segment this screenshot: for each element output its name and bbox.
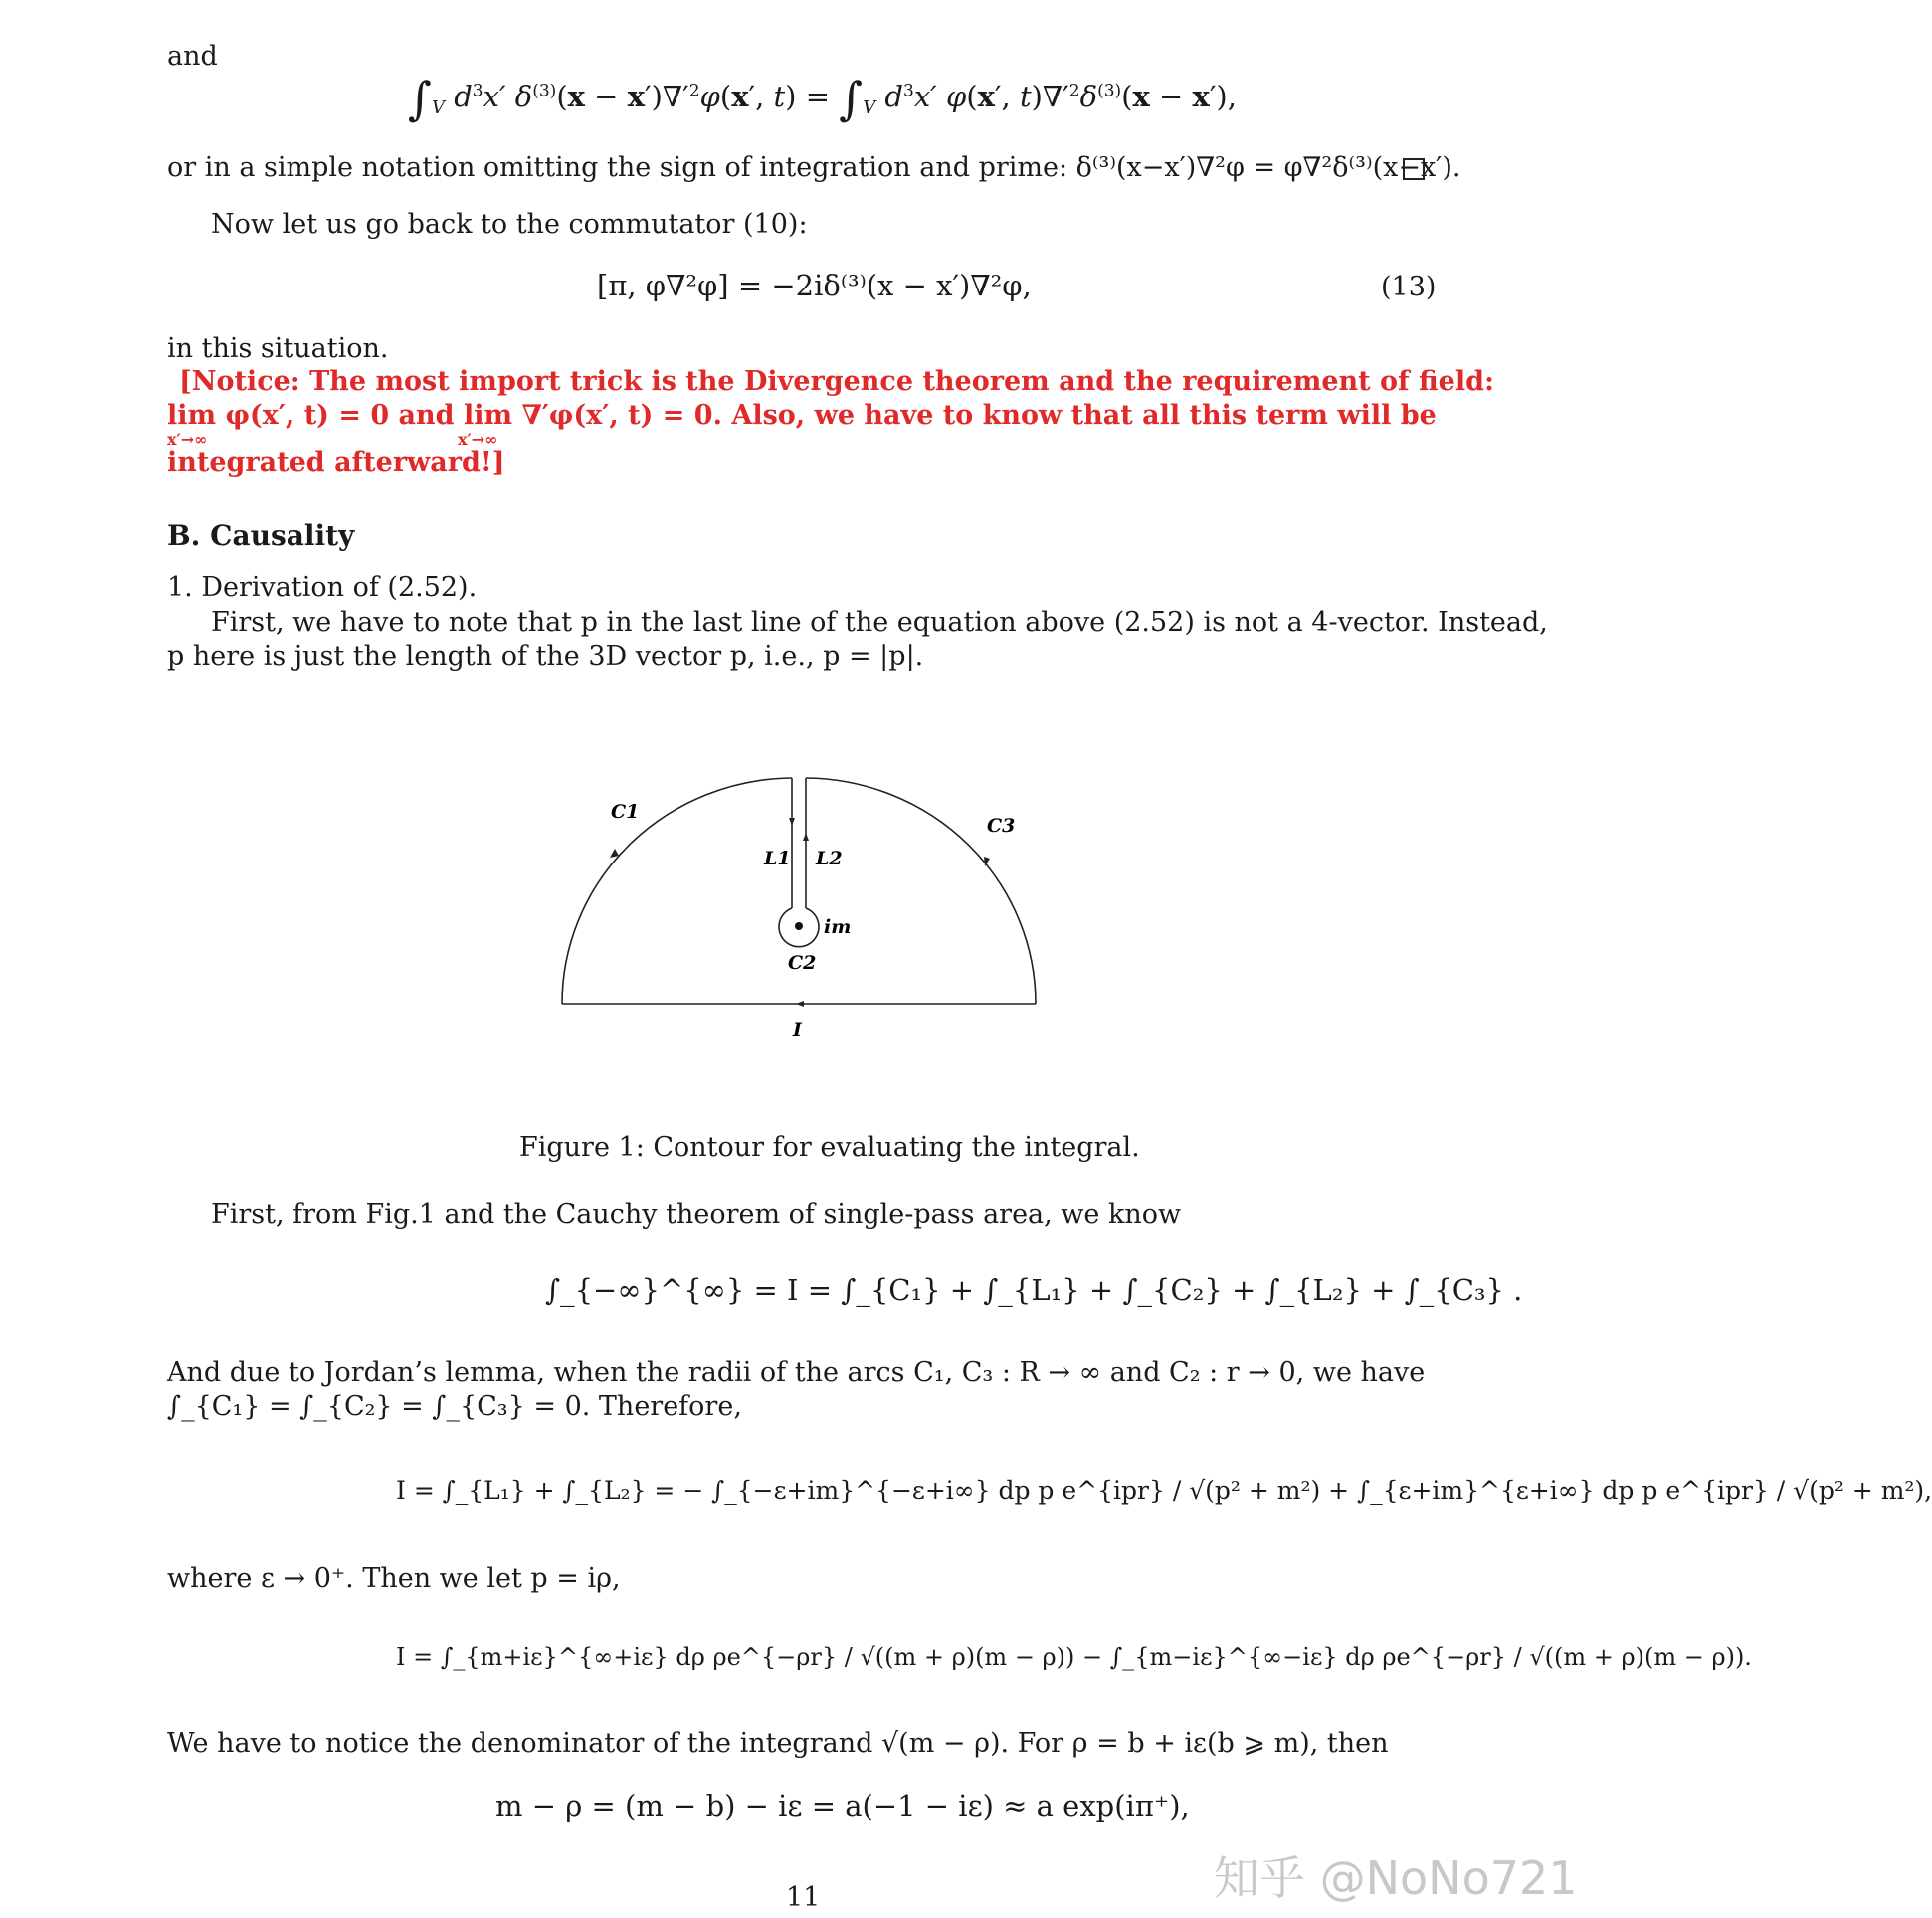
cauchy-line: First, from Fig.1 and the Cauchy theorem of single-pass area, we know [211,1199,1182,1230]
section-heading: B. Causality [167,519,355,552]
arrow-l2-icon [803,833,809,841]
in-this-situation: in this situation. [167,333,389,364]
equation-13-number: (13) [1381,272,1437,302]
jordan-line-2: ∫_{C₁} = ∫_{C₂} = ∫_{C₃} = 0. Therefore, [167,1391,742,1422]
pole-dot-icon [795,922,803,930]
notice-line-1: [Notice: The most import trick is the Divergence theorem and the requirement of field: [179,366,1494,397]
notice-line-3: integrated afterward!] [167,447,505,478]
notice-limit-sub-1: x′→∞ [167,430,208,449]
label-c3: C3 [987,815,1016,837]
notice-line-2: lim φ(x′, t) = 0 and lim ∇′φ(x′, t) = 0. Also, we have to know that all this term will be [167,400,1437,431]
equation-contour-sum: ∫_{−∞}^{∞} = I = ∫_{C₁} + ∫_{L₁} + ∫_{C₂} + ∫_{L₂} + ∫_{C₃} . [545,1273,1523,1307]
commutator-intro: Now let us go back to the commutator (10): [211,209,808,240]
label-im: im [824,916,852,938]
paragraph-line-1: First, we have to note that p in the last line of the equation above (2.52) is not a 4-vector. Instead, [211,607,1548,638]
denominator-line: We have to notice the denominator of the integrand √(m − ρ). For ρ = b + iε(b ⩾ m), then [167,1728,1389,1759]
where-line: where ε → 0⁺. Then we let p = iρ, [167,1563,621,1594]
label-i: I [793,1019,802,1041]
label-l2: L2 [816,848,843,869]
contour-figure [537,761,1055,1059]
word-and: and [167,41,218,72]
jordan-line-1: And due to Jordan’s lemma, when the radii of the arcs C₁, C₃ : R → ∞ and C₂ : r → 0, we have [167,1357,1426,1388]
equation-13: [π, φ∇²φ] = −2iδ⁽³⁾(x − x′)∇²φ, [597,269,1032,302]
label-c2: C2 [788,952,817,974]
arc-c1 [562,778,792,1004]
arrow-l1-icon [789,818,795,826]
figure-caption: Figure 1: Contour for evaluating the integral. [519,1132,1140,1163]
subsection-heading: 1. Derivation of (2.52). [167,572,478,603]
arrow-i-icon [796,1001,804,1007]
equation-i-rho: I = ∫_{m+iε}^{∞+iε} dρ ρe^{−ρr} / √((m + ρ)(m − ρ)) − ∫_{m−iε}^{∞−iε} dρ ρe^{−ρr} / √((m + ρ)(m − ρ)). [396,1643,1752,1671]
watermark: 知乎 @NoNo721 [1214,1851,1578,1905]
equation-i-p: I = ∫_{L₁} + ∫_{L₂} = − ∫_{−ε+im}^{−ε+i∞} dp p e^{ipr} / √(p² + m²) + ∫_{ε+im}^{ε+i∞} dp p e^{ipr} / √(p² + m²), [396,1476,1932,1505]
simple-notation-line: or in a simple notation omitting the sign of integration and prime: δ⁽³⁾(x−x′)∇²φ = φ∇²δ⁽³⁾(x−x′). [167,152,1461,183]
arc-c3 [806,778,1036,1004]
label-l1: L1 [764,848,791,869]
notice-limit-sub-2: x′→∞ [458,430,498,449]
page-number: 11 [786,1882,821,1913]
paragraph-line-2: p here is just the length of the 3D vector p, i.e., p = |p|. [167,641,924,671]
label-c1: C1 [611,801,640,823]
qed-square-icon [1403,158,1425,180]
equation-last: m − ρ = (m − b) − iε = a(−1 − iε) ≈ a exp(iπ⁺), [495,1789,1190,1822]
equation-delta-laplacian: $\int_V$ $d^3x'$ $\delta^{(3)}(x - x')\nabla'^2\varphi(x'$, $t) = \int_V$ $d^3x'$ φ(x′, $t)\nabla'^2\delta^{(3)}(x - x')$, [408,72,1237,125]
